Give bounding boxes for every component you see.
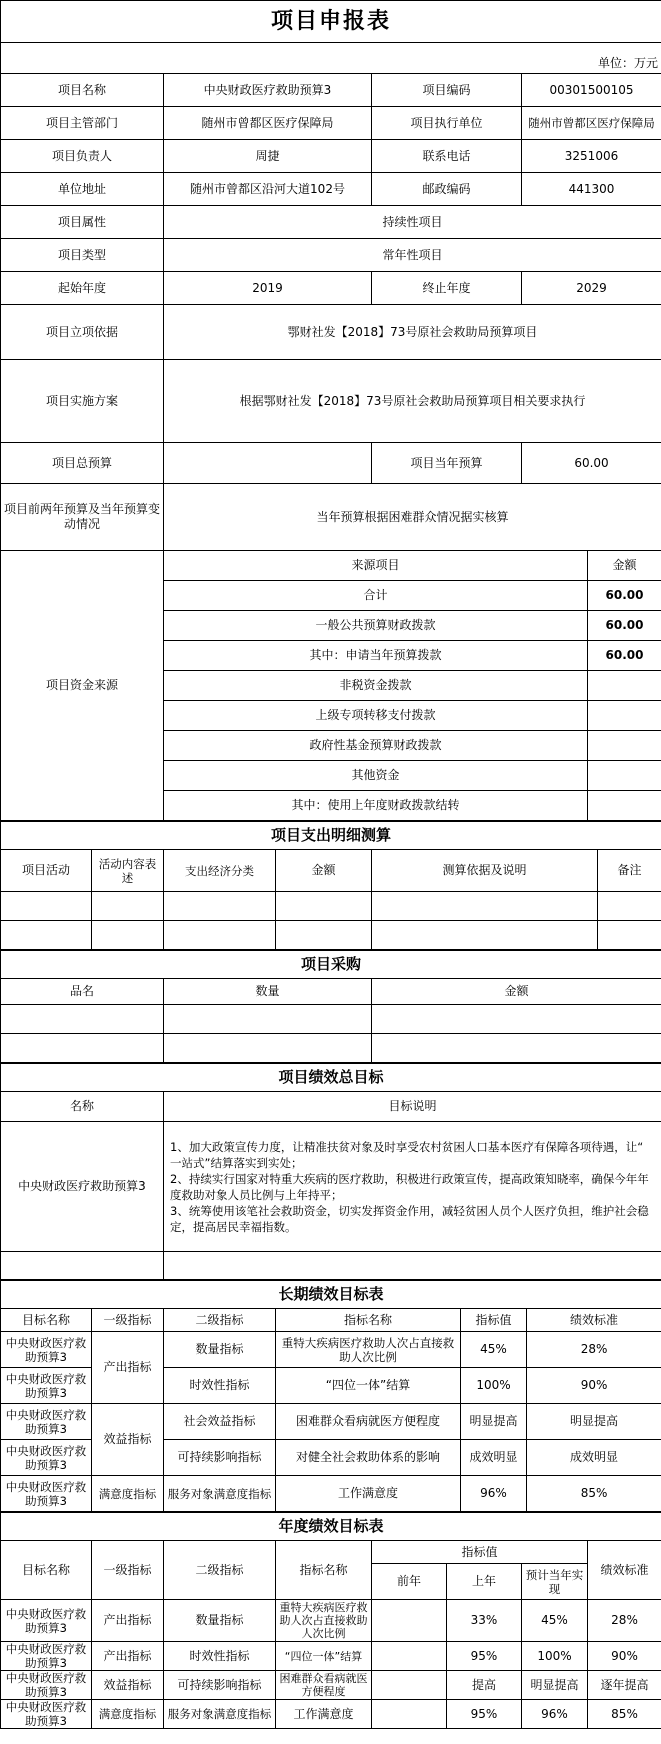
lead-value: 周捷 bbox=[164, 140, 372, 173]
exec-unit-value: 随州市曾都区医疗保障局 bbox=[522, 107, 661, 140]
performance-desc-line: 3、统筹使用该笔社会救助资金，切实发挥资金作用，减轻贫困人员个人医疗负担，维护社会稳定，提高居民幸福指数。 bbox=[170, 1203, 649, 1234]
unit-label: 单位：万元 bbox=[1, 43, 661, 74]
annual-prev2 bbox=[372, 1600, 447, 1642]
expense-cell bbox=[164, 892, 276, 921]
longterm-indicator: 重特大疾病医疗救助人次占直接救助人次比例 bbox=[276, 1332, 461, 1368]
plan-value: 根据鄂财社发【2018】73号原社会救助局预算项目相关要求执行 bbox=[164, 360, 661, 443]
expense-cell bbox=[372, 921, 598, 950]
annual-goals-table bbox=[0, 1512, 661, 1729]
annual-prev1: 95% bbox=[447, 1642, 522, 1671]
annual-current: 明显提高 bbox=[522, 1671, 588, 1700]
budget-change-value: 当年预算根据困难群众情况据实核算 bbox=[164, 484, 661, 551]
annual-header: 绩效标准 bbox=[588, 1541, 661, 1600]
plan-label: 项目实施方案 bbox=[1, 360, 164, 443]
annual-subheader: 前年 bbox=[372, 1564, 447, 1600]
longterm-value: 96% bbox=[461, 1476, 527, 1512]
longterm-goal: 中央财政医疗救助预算3 bbox=[1, 1368, 92, 1404]
longterm-standard: 28% bbox=[527, 1332, 661, 1368]
longterm-header: 二级指标 bbox=[164, 1309, 276, 1332]
annual-prev1: 提高 bbox=[447, 1671, 522, 1700]
dept-label: 项目主管部门 bbox=[1, 107, 164, 140]
fund-row-amount bbox=[588, 761, 661, 791]
performance-desc-value bbox=[164, 1122, 661, 1252]
annual-current: 96% bbox=[522, 1700, 588, 1729]
expense-section-title: 项目支出明细测算 bbox=[1, 822, 661, 850]
longterm-level2: 数量指标 bbox=[164, 1332, 276, 1368]
expense-header: 测算依据及说明 bbox=[372, 850, 598, 892]
longterm-goal: 中央财政医疗救助预算3 bbox=[1, 1476, 92, 1512]
purchase-header: 数量 bbox=[164, 979, 372, 1005]
end-year-label: 终止年度 bbox=[372, 272, 522, 305]
annual-header: 目标名称 bbox=[1, 1541, 92, 1600]
annual-indicator: “四位一体”结算 bbox=[276, 1642, 372, 1671]
expense-cell bbox=[372, 892, 598, 921]
annual-level1: 满意度指标 bbox=[92, 1700, 164, 1729]
longterm-level2: 可持续影响指标 bbox=[164, 1440, 276, 1476]
longterm-level2: 服务对象满意度指标 bbox=[164, 1476, 276, 1512]
annual-current: 100% bbox=[522, 1642, 588, 1671]
purchase-cell bbox=[1, 1034, 164, 1063]
annual-header: 二级指标 bbox=[164, 1541, 276, 1600]
longterm-level1: 效益指标 bbox=[92, 1404, 164, 1476]
longterm-standard: 成效明显 bbox=[527, 1440, 661, 1476]
annual-current: 45% bbox=[522, 1600, 588, 1642]
address-value: 随州市曾都区沿河大道102号 bbox=[164, 173, 372, 206]
annual-level2: 服务对象满意度指标 bbox=[164, 1700, 276, 1729]
longterm-header: 一级指标 bbox=[92, 1309, 164, 1332]
exec-unit-label: 项目执行单位 bbox=[372, 107, 522, 140]
longterm-value: 45% bbox=[461, 1332, 527, 1368]
type-label: 项目类型 bbox=[1, 239, 164, 272]
expense-cell bbox=[1, 892, 92, 921]
fund-row-amount: 60.00 bbox=[588, 581, 661, 611]
total-budget-label: 项目总预算 bbox=[1, 443, 164, 484]
end-year-value: 2029 bbox=[522, 272, 661, 305]
purchase-cell bbox=[164, 1034, 372, 1063]
longterm-value: 成效明显 bbox=[461, 1440, 527, 1476]
annual-prev2 bbox=[372, 1642, 447, 1671]
longterm-header: 目标名称 bbox=[1, 1309, 92, 1332]
longterm-section-title: 长期绩效目标表 bbox=[1, 1281, 661, 1309]
expense-cell bbox=[276, 892, 372, 921]
annual-goal: 中央财政医疗救助预算3 bbox=[1, 1700, 92, 1729]
annual-subheader: 上年 bbox=[447, 1564, 522, 1600]
longterm-level1: 满意度指标 bbox=[92, 1476, 164, 1512]
expense-cell bbox=[92, 892, 164, 921]
fund-source-label: 项目资金来源 bbox=[1, 551, 164, 821]
year-budget-value: 60.00 bbox=[522, 443, 661, 484]
dept-value: 随州市曾都区医疗保障局 bbox=[164, 107, 372, 140]
expense-header: 项目活动 bbox=[1, 850, 92, 892]
expense-header: 活动内容表述 bbox=[92, 850, 164, 892]
fund-row-name: 一般公共预算财政拨款 bbox=[164, 611, 588, 641]
annual-indicator: 工作满意度 bbox=[276, 1700, 372, 1729]
annual-level2: 时效性指标 bbox=[164, 1642, 276, 1671]
fund-row-name: 其他资金 bbox=[164, 761, 588, 791]
annual-header: 指标名称 bbox=[276, 1541, 372, 1600]
longterm-level1: 产出指标 bbox=[92, 1332, 164, 1404]
longterm-level2: 时效性指标 bbox=[164, 1368, 276, 1404]
purchase-section-title: 项目采购 bbox=[1, 951, 661, 979]
project-name-value: 中央财政医疗救助预算3 bbox=[164, 74, 372, 107]
fund-row-amount bbox=[588, 701, 661, 731]
fund-row-name: 其中：使用上年度财政拨款结转 bbox=[164, 791, 588, 821]
fund-row-name: 非税资金拨款 bbox=[164, 671, 588, 701]
attribute-label: 项目属性 bbox=[1, 206, 164, 239]
year-budget-label: 项目当年预算 bbox=[372, 443, 522, 484]
fund-row-name: 政府性基金预算财政拨款 bbox=[164, 731, 588, 761]
form-title: 项目申报表 bbox=[1, 1, 661, 43]
performance-empty-cell bbox=[164, 1252, 661, 1280]
basis-label: 项目立项依据 bbox=[1, 305, 164, 360]
purchase-cell bbox=[372, 1034, 661, 1063]
fund-row-amount: 60.00 bbox=[588, 611, 661, 641]
longterm-standard: 明显提高 bbox=[527, 1404, 661, 1440]
fund-amount-header: 金额 bbox=[588, 551, 661, 581]
lead-label: 项目负责人 bbox=[1, 140, 164, 173]
budget-change-label: 项目前两年预算及当年预算变动情况 bbox=[1, 484, 164, 551]
longterm-header: 指标值 bbox=[461, 1309, 527, 1332]
zip-value: 441300 bbox=[522, 173, 661, 206]
expense-header: 支出经济分类 bbox=[164, 850, 276, 892]
performance-total-table bbox=[0, 1063, 661, 1280]
fund-row-amount: 60.00 bbox=[588, 641, 661, 671]
purchase-table bbox=[0, 950, 661, 1063]
longterm-standard: 90% bbox=[527, 1368, 661, 1404]
fund-row-amount bbox=[588, 731, 661, 761]
expense-cell bbox=[92, 921, 164, 950]
longterm-goal: 中央财政医疗救助预算3 bbox=[1, 1404, 92, 1440]
annual-standard: 90% bbox=[588, 1642, 661, 1671]
purchase-cell bbox=[1, 1005, 164, 1034]
annual-subheader: 预计当年实现 bbox=[522, 1564, 588, 1600]
phone-label: 联系电话 bbox=[372, 140, 522, 173]
performance-desc-line: 2、持续实行国家对特重大疾病的医疗救助，积极进行政策宣传，提高政策知晓率，确保今年年度救助对象人员比例与上年持平； bbox=[170, 1171, 649, 1202]
fund-row-amount bbox=[588, 791, 661, 821]
expense-cell bbox=[598, 921, 661, 950]
annual-indicator: 困难群众看病就医方便程度 bbox=[276, 1671, 372, 1700]
purchase-header: 金额 bbox=[372, 979, 661, 1005]
start-year-value: 2019 bbox=[164, 272, 372, 305]
form-table bbox=[0, 0, 661, 821]
attribute-value: 持续性项目 bbox=[164, 206, 661, 239]
zip-label: 邮政编码 bbox=[372, 173, 522, 206]
longterm-indicator: “四位一体”结算 bbox=[276, 1368, 461, 1404]
longterm-header: 指标名称 bbox=[276, 1309, 461, 1332]
annual-prev2 bbox=[372, 1700, 447, 1729]
annual-prev1: 95% bbox=[447, 1700, 522, 1729]
annual-goal: 中央财政医疗救助预算3 bbox=[1, 1642, 92, 1671]
project-name-label: 项目名称 bbox=[1, 74, 164, 107]
address-label: 单位地址 bbox=[1, 173, 164, 206]
purchase-cell bbox=[164, 1005, 372, 1034]
expense-cell bbox=[164, 921, 276, 950]
expense-header: 备注 bbox=[598, 850, 661, 892]
longterm-value: 100% bbox=[461, 1368, 527, 1404]
annual-standard: 85% bbox=[588, 1700, 661, 1729]
longterm-header: 绩效标准 bbox=[527, 1309, 661, 1332]
fund-row-name: 其中：申请当年预算拨款 bbox=[164, 641, 588, 671]
fund-source-header: 来源项目 bbox=[164, 551, 588, 581]
annual-indicator: 重特大疾病医疗救助人次占直接救助人次比例 bbox=[276, 1600, 372, 1642]
longterm-goal: 中央财政医疗救助预算3 bbox=[1, 1440, 92, 1476]
longterm-indicator: 工作满意度 bbox=[276, 1476, 461, 1512]
purchase-cell bbox=[372, 1005, 661, 1034]
annual-prev1: 33% bbox=[447, 1600, 522, 1642]
annual-header: 指标值 bbox=[372, 1541, 588, 1564]
purchase-header: 品名 bbox=[1, 979, 164, 1005]
performance-name-value: 中央财政医疗救助预算3 bbox=[1, 1122, 164, 1252]
expense-cell bbox=[276, 921, 372, 950]
basis-value: 鄂财社发【2018】73号原社会救助局预算项目 bbox=[164, 305, 661, 360]
annual-level1: 产出指标 bbox=[92, 1642, 164, 1671]
type-value: 常年性项目 bbox=[164, 239, 661, 272]
longterm-level2: 社会效益指标 bbox=[164, 1404, 276, 1440]
longterm-value: 明显提高 bbox=[461, 1404, 527, 1440]
start-year-label: 起始年度 bbox=[1, 272, 164, 305]
expense-table bbox=[0, 821, 661, 950]
annual-level2: 数量指标 bbox=[164, 1600, 276, 1642]
total-budget-value bbox=[164, 443, 372, 484]
annual-standard: 28% bbox=[588, 1600, 661, 1642]
expense-cell bbox=[598, 892, 661, 921]
longterm-goals-table bbox=[0, 1280, 661, 1512]
annual-goal: 中央财政医疗救助预算3 bbox=[1, 1600, 92, 1642]
fund-row-amount bbox=[588, 671, 661, 701]
annual-prev2 bbox=[372, 1671, 447, 1700]
annual-goal: 中央财政医疗救助预算3 bbox=[1, 1671, 92, 1700]
performance-empty-cell bbox=[1, 1252, 164, 1280]
performance-desc-line: 1、加大政策宣传力度，让精准扶贫对象及时享受农村贫困人口基本医疗有保障各项待遇，让“ 一站式”结算落实到实处； bbox=[170, 1139, 644, 1170]
longterm-goal: 中央财政医疗救助预算3 bbox=[1, 1332, 92, 1368]
annual-section-title: 年度绩效目标表 bbox=[1, 1513, 661, 1541]
performance-name-header: 名称 bbox=[1, 1092, 164, 1122]
project-code-value: 00301500105 bbox=[522, 74, 661, 107]
annual-level1: 效益指标 bbox=[92, 1671, 164, 1700]
fund-row-name: 上级专项转移支付拨款 bbox=[164, 701, 588, 731]
performance-desc-header: 目标说明 bbox=[164, 1092, 661, 1122]
annual-level1: 产出指标 bbox=[92, 1600, 164, 1642]
fund-row-name: 合计 bbox=[164, 581, 588, 611]
annual-header: 一级指标 bbox=[92, 1541, 164, 1600]
expense-cell bbox=[1, 921, 92, 950]
annual-level2: 可持续影响指标 bbox=[164, 1671, 276, 1700]
project-code-label: 项目编码 bbox=[372, 74, 522, 107]
performance-total-title: 项目绩效总目标 bbox=[1, 1064, 661, 1092]
phone-value: 3251006 bbox=[522, 140, 661, 173]
annual-standard: 逐年提高 bbox=[588, 1671, 661, 1700]
longterm-indicator: 困难群众看病就医方便程度 bbox=[276, 1404, 461, 1440]
expense-header: 金额 bbox=[276, 850, 372, 892]
longterm-standard: 85% bbox=[527, 1476, 661, 1512]
longterm-indicator: 对健全社会救助体系的影响 bbox=[276, 1440, 461, 1476]
